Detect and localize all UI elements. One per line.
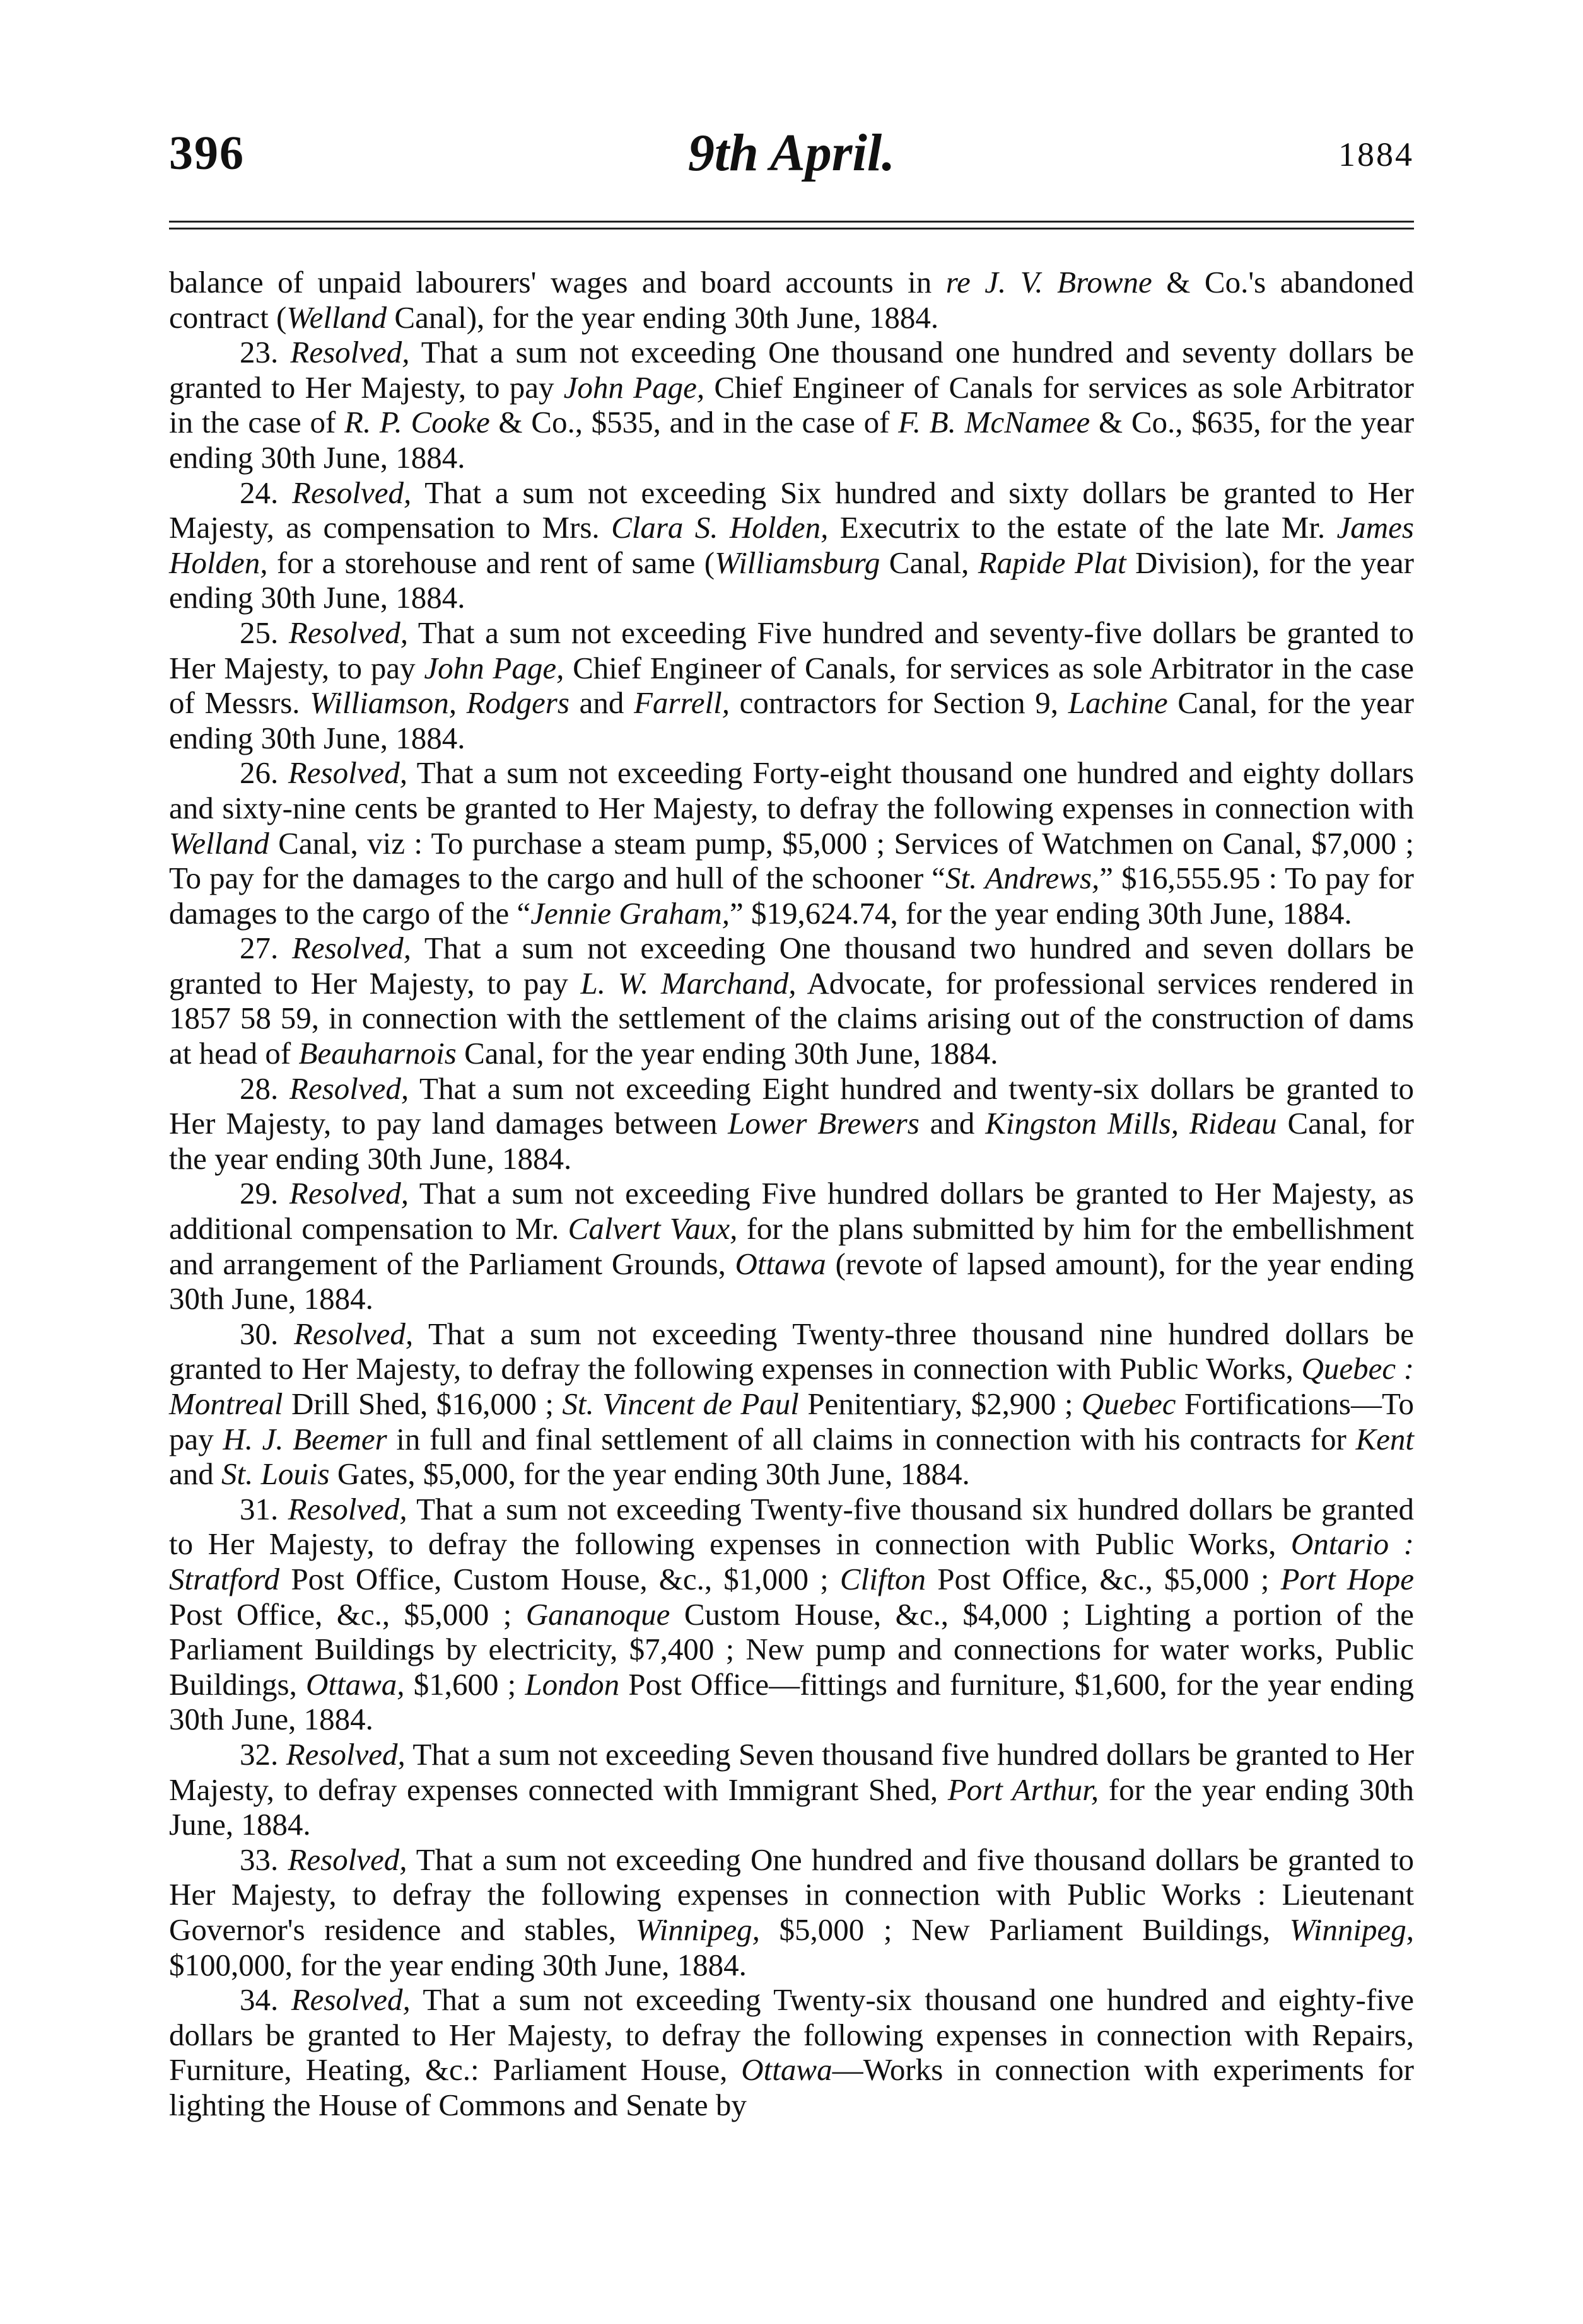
resolution-paragraph: 29. Resolved, That a sum not exceeding Five hundred dollars be granted to Her Majesty, as additional compensation to Mr. Calvert Vaux, for the plans submitted by him for the embellishment and arrangement of the Parliament Grounds, Ottawa (revote of lapsed amount), for the year ending 30th June, 1884. [169,1176,1415,1316]
resolution-paragraph: 23. Resolved, That a sum not exceeding One thousand one hundred and seventy dollars be granted to Her Majesty, to pay John Page, Chief Engineer of Canals for services as sole Arbitrator in the case of R. P. Cooke & Co., $535, and in the case of F. B. McNamee & Co., $635, for the year ending 30th June, 1884. [169,335,1415,475]
journal-page [169,113,1414,2122]
resolution-paragraph: 30. Resolved, That a sum not exceeding Twenty-three thousand nine hundred dollars be granted to Her Majesty, to defray the following expenses in connection with Public Works, Quebec : Montreal Drill Shed, $16,000 ; St. Vincent de Paul Penitentiary, $2,900 ; Quebec Fortifications—To pay H. J. Beemer in full and final settlement of all claims in connection with his contracts for Kent and St. Louis Gates, $5,000, for the year ending 30th June, 1884. [169,1316,1415,1492]
resolution-paragraph: 25. Resolved, That a sum not exceeding Five hundred and seventy-five dollars be granted to Her Majesty, to pay John Page, Chief Engineer of Canals, for services as sole Arbitrator in the case of Messrs. Williamson, Rodgers and Farrell, contractors for Section 9, Lachine Canal, for the year ending 30th June, 1884. [169,615,1415,755]
resolution-paragraph: 31. Resolved, That a sum not exceeding Twenty-five thousand six hundred dollars be granted to Her Majesty, to defray the following expenses in connection with Public Works, Ontario : Stratford Post Office, Custom House, &c., $1,000 ; Clifton Post Office, &c., $5,000 ; Port Hope Post Office, &c., $5,000 ; Gananoque Custom House, &c., $4,000 ; Lighting a portion of the Parliament Buildings by electricity, $7,400 ; New pump and connections for water works, Public Buildings, Ottawa, $1,600 ; London Post Office—fittings and furniture, $1,600, for the year ending 30th June, 1884. [169,1491,1415,1737]
resolution-paragraph: 34. Resolved, That a sum not exceeding Twenty-six thousand one hundred and eighty-five dollars be granted to Her Majesty, to defray the following expenses in connection with Repairs, Furniture, Heating, &c.: Parliament House, Ottawa—Works in connection with experiments for lighting the House of Commons and Senate by [169,1982,1414,2122]
resolution-paragraph: 26. Resolved, That a sum not exceeding Forty-eight thousand one hundred and eighty dollars and sixty-nine cents be granted to Her Majesty, to defray the following expenses in connection with Welland Canal, viz : To purchase a steam pump, $5,000 ; Services of Watchmen on Canal, $7,000 ; To pay for the damages to the cargo and hull of the schooner “St. Andrews,” $16,555.95 : To pay for damages to the cargo of the “Jennie Graham,” $19,624.74, for the year ending 30th June, 1884. [169,755,1415,931]
continued-paragraph: balance of unpaid labourers' wages and board accounts in re J. V. Browne & Co.'s abandoned contract (Welland Canal), for the year ending 30th June, 1884. [169,265,1414,335]
resolutions-text [169,265,1414,2122]
page-year: 1884 [1338,136,1414,173]
resolution-paragraph: 24. Resolved, That a sum not exceeding Six hundred and sixty dollars be granted to Her Majesty, as compensation to Mrs. Clara S. Holden, Executrix to the estate of the late Mr. James Holden, for a storehouse and rent of same (Williamsburg Canal, Rapide Plat Division), for the year ending 30th June, 1884. [169,475,1414,615]
header-double-rule [169,221,1414,229]
resolution-paragraph: 27. Resolved, That a sum not exceeding One thousand two hundred and seven dollars be granted to Her Majesty, to pay L. W. Marchand, Advocate, for professional services rendered in 1857 58 59, in connection with the settlement of the claims arising out of the construction of dams at head of Beauharnois Canal, for the year ending 30th June, 1884. [169,931,1415,1071]
resolution-paragraph: 32. Resolved, That a sum not exceeding Seven thousand five hundred dollars be granted to Her Majesty, to defray expenses connected with Immigrant Shed, Port Arthur, for the year ending 30th June, 1884. [169,1736,1414,1842]
page-number: 396 [169,127,245,180]
resolution-paragraph: 33. Resolved, That a sum not exceeding One hundred and five thousand dollars be granted to Her Majesty, to defray the following expenses in connection with Public Works : Lieutenant Governor's residence and stables, Winnipeg, $5,000 ; New Parliament Buildings, Winnipeg, $100,000, for the year ending 30th June, 1884. [169,1842,1415,1982]
page-date-heading: 9th April. [687,124,896,182]
page-header [169,113,1414,195]
resolution-paragraph: 28. Resolved, That a sum not exceeding Eight hundred and twenty-six dollars be granted to Her Majesty, to pay land damages between Lower Brewers and Kingston Mills, Rideau Canal, for the year ending 30th June, 1884. [169,1071,1414,1176]
